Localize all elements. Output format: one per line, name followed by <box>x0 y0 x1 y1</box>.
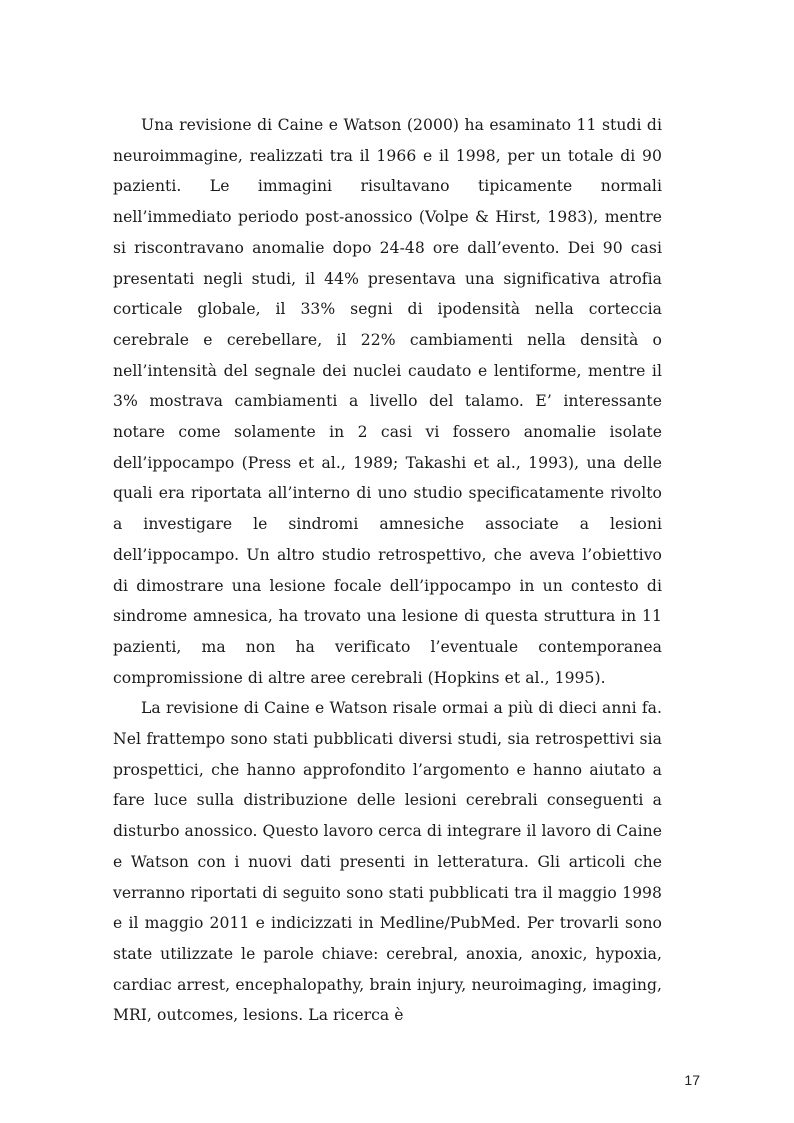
paragraph-2: La revisione di Caine e Watson risale ormai a più di dieci anni fa. Nel frattempo sono stati pubblicati diversi studi, sia retrospettivi sia prospettici, che hanno approfondito l’argomento e hanno aiutato a fare luce sulla distribuzione delle lesioni cerebrali conseguenti a disturbo anossico. Questo lavoro cerca di integrare il lavoro di Caine e Watson con i nuovi dati presenti in letteratura. Gli articoli che verranno riportati di seguito sono stati pubblicati tra il maggio 1998 e il maggio 2011 e indicizzati in Medline/PubMed. Per trovarli sono state utilizzate le parole chiave: cerebral, anoxia, anoxic, hypoxia, cardiac arrest, encephalopathy, brain injury, neuroimaging, imaging, MRI, outcomes, lesions. La ricerca è <box>113 699 662 1025</box>
paragraph-1: Una revisione di Caine e Watson (2000) ha esaminato 11 studi di neuroimmagine, realizzati tra il 1966 e il 1998, per un totale di 90 pazienti. Le immagini risultavano tipicamente normali nell’immediato periodo post-anossico (Volpe & Hirst, 1983), mentre si riscontravano anomalie dopo 24-48 ore dall’evento. Dei 90 casi presentati negli studi, il 44% presentava una significativa atrofia corticale globale, il 33% segni di ipodensità nella corteccia cerebrale e cerebellare, il 22% cambiamenti nella densità o nell’intensità del segnale dei nuclei caudato e lentiforme, mentre il 3% mostrava cambiamenti a livello del talamo. E’ interessante notare come solamente in 2 casi vi fossero anomalie isolate dell’ippocampo (Press et al., 1989; Takashi et al., 1993), una delle quali era riportata all’interno di uno studio specificatamente rivolto a investigare le sindromi amnesiche associate a lesioni dell’ippocampo. Un altro studio retrospettivo, che aveva l’obiettivo di dimostrare una lesione focale dell’ippocampo in un contesto di sindrome amnesica, ha trovato una lesione di questa struttura in 11 pazienti, ma non ha verificato l’eventuale contemporanea compromissione di altre aree cerebrali (Hopkins et al., 1995). <box>113 116 662 687</box>
body-text <box>113 110 662 1031</box>
page-number: 17 <box>684 1072 700 1088</box>
